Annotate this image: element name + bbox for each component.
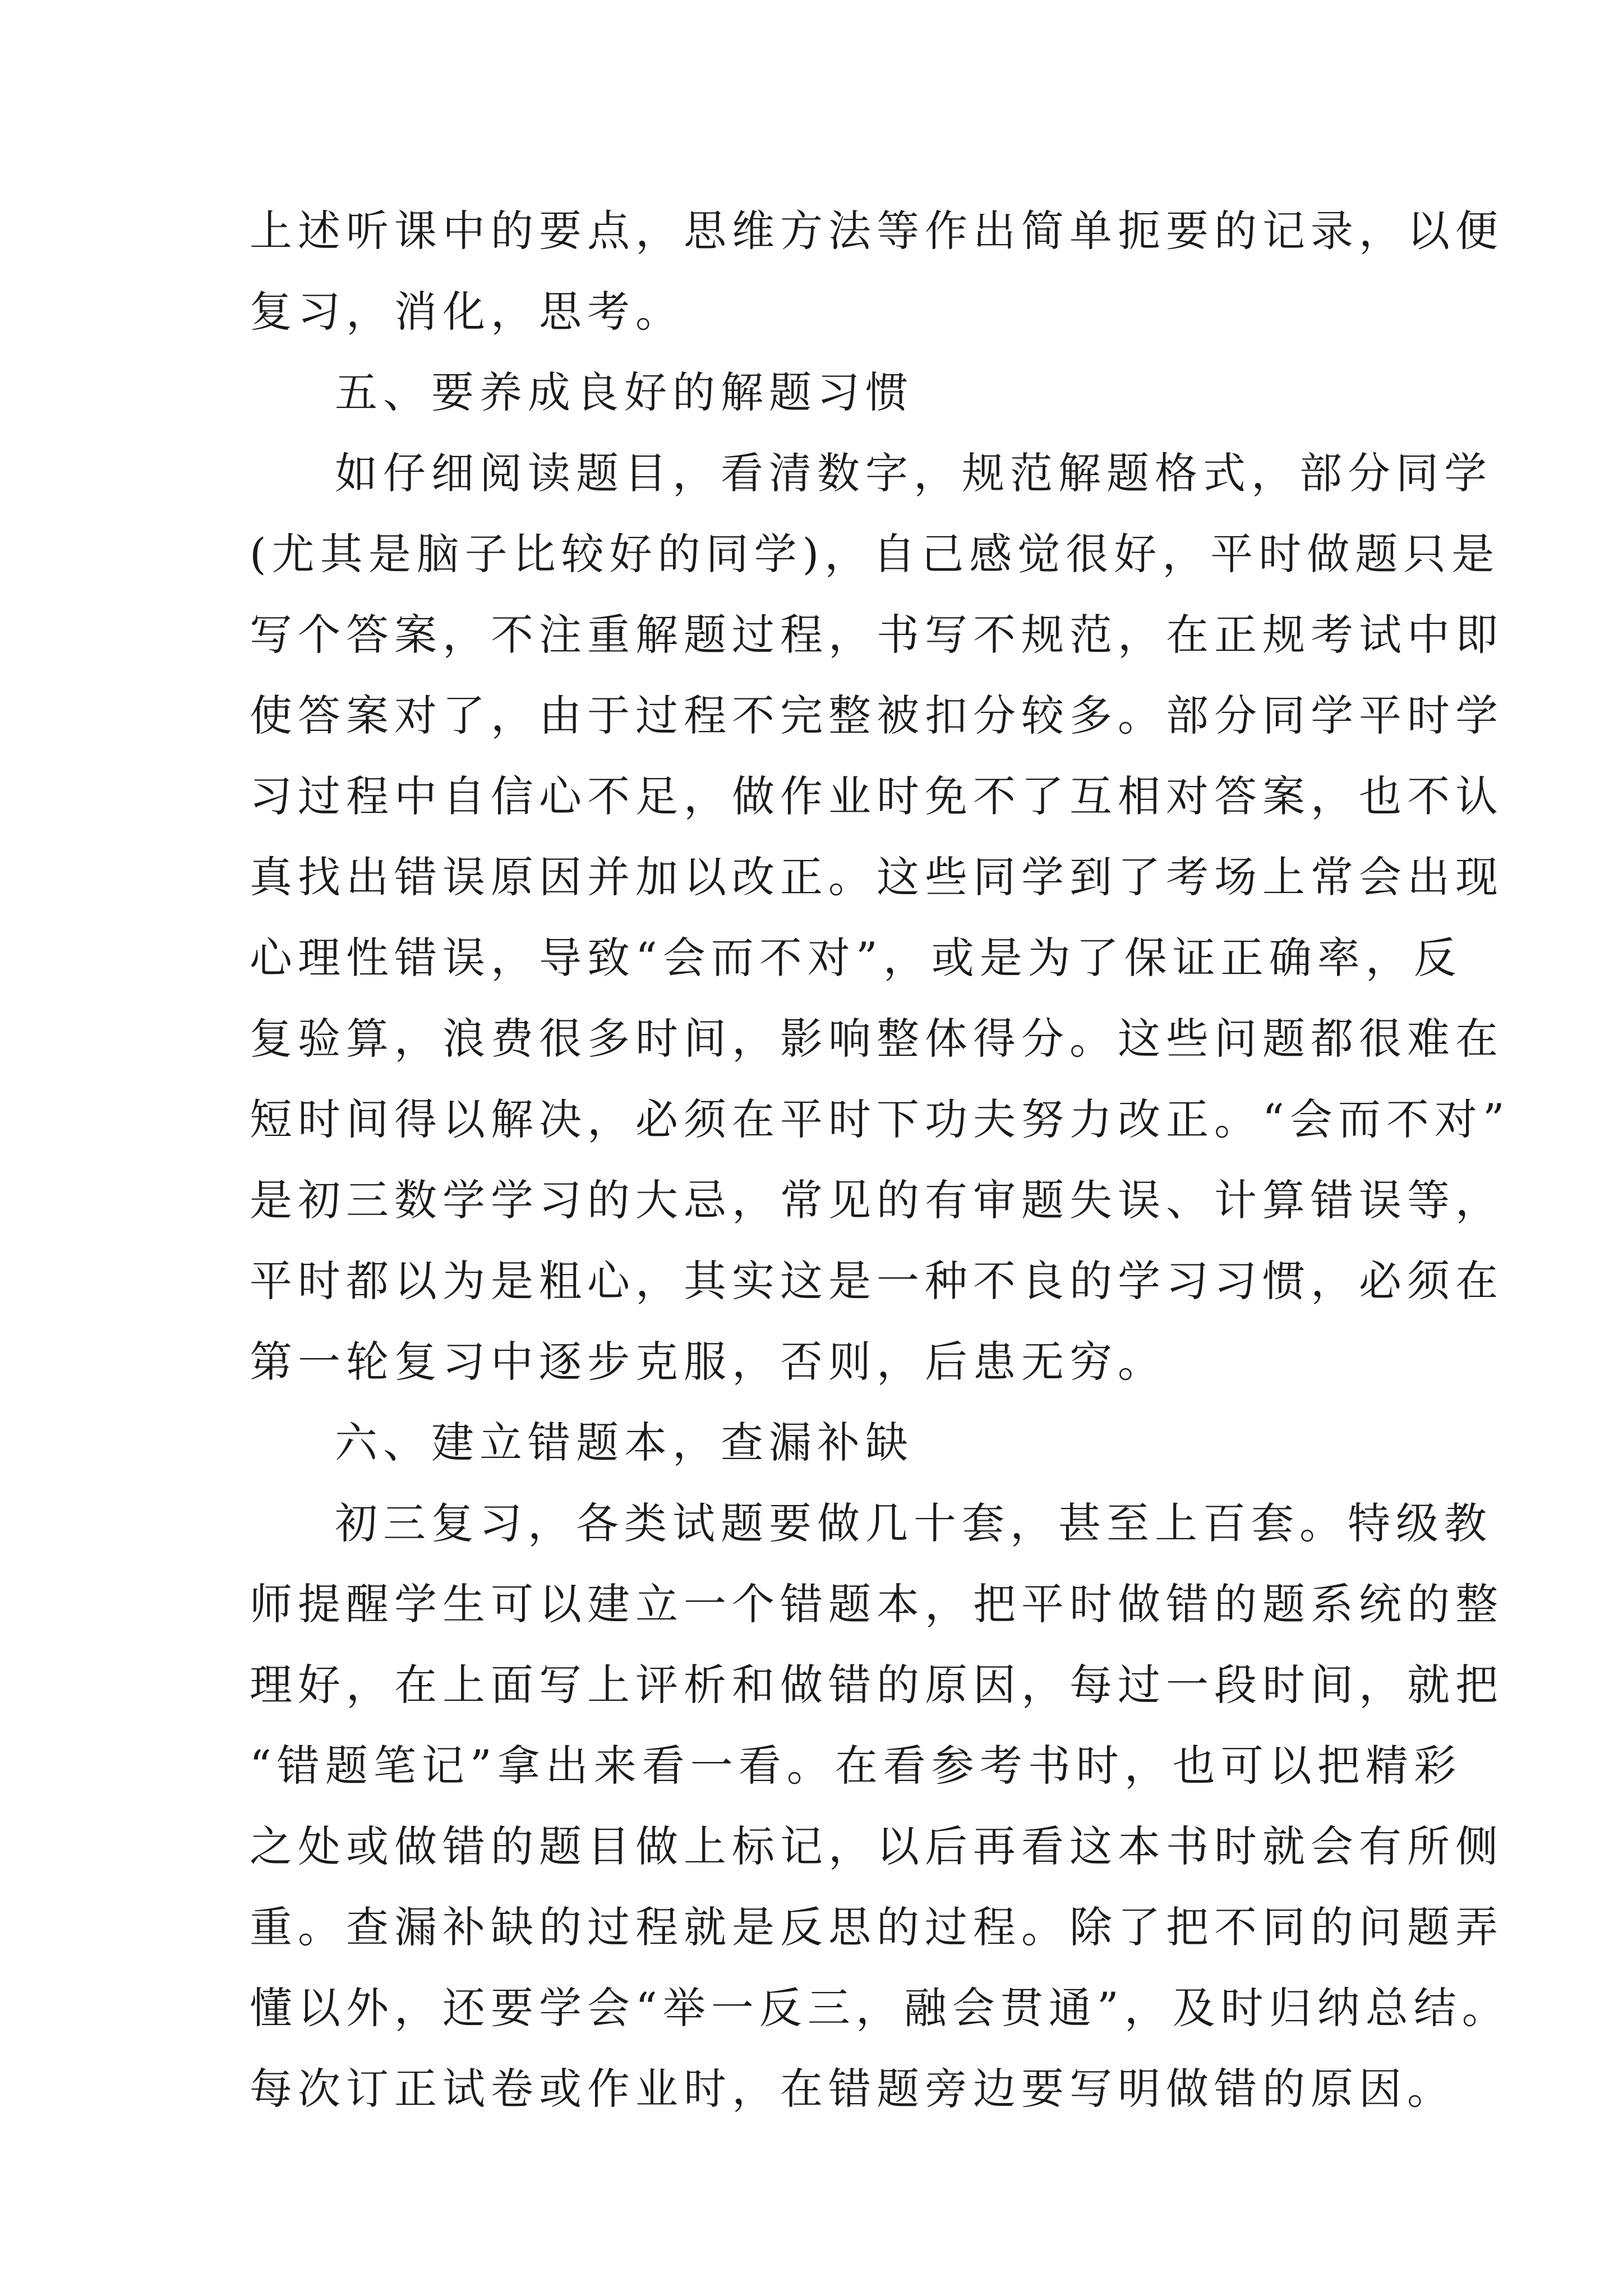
text-line: 写个答案，不注重解题过程，书写不规范，在正规考试中即 (250, 610, 1504, 660)
text-line: 懂以外，还要学会“举一反三，融会贯通”，及时归纳总结。 (250, 1983, 1510, 2033)
text-line: 真找出错误原因并加以改正。这些同学到了考场上常会出现 (250, 852, 1504, 902)
text-line: 是初三数学学习的大忌，常见的有审题失误、计算错误等， (250, 1175, 1504, 1225)
text-line: 之处或做错的题目做上标记，以后再看这本书时就会有所侧 (250, 1821, 1504, 1871)
text-line: (尤其是脑子比较好的同学)，自己感觉很好，平时做题只是 (250, 529, 1500, 579)
text-line: “错题笔记”拿出来看一看。在看参考书时，也可以把精彩 (250, 1741, 1462, 1791)
section-heading-5: 五、要养成良好的解题习惯 (335, 367, 914, 417)
text-line: 复习，消化，思考。 (250, 287, 684, 337)
text-line: 第一轮复习中逐步克服，否则，后患无穷。 (250, 1337, 1166, 1387)
text-line: 上述听课中的要点，思维方法等作出简单扼要的记录，以便 (250, 206, 1504, 256)
text-line: 短时间得以解决，必须在平时下功夫努力改正。“会而不对” (250, 1094, 1510, 1144)
text-line: 初三复习，各类试题要做几十套，甚至上百套。特级教 (335, 1498, 1492, 1548)
text-line: 习过程中自信心不足，做作业时免不了互相对答案，也不认 (250, 771, 1504, 821)
text-line: 理好，在上面写上评析和做错的原因，每过一段时间，就把 (250, 1660, 1504, 1710)
text-line: 使答案对了，由于过程不完整被扣分较多。部分同学平时学 (250, 691, 1504, 740)
text-line: 平时都以为是粗心，其实这是一种不良的学习习惯，必须在 (250, 1256, 1504, 1306)
text-line: 每次订正试卷或作业时，在错题旁边要写明做错的原因。 (250, 2064, 1455, 2114)
text-line: 如仔细阅读题目，看清数字，规范解题格式，部分同学 (335, 448, 1492, 498)
text-line: 重。查漏补缺的过程就是反思的过程。除了把不同的问题弄 (250, 1902, 1504, 1952)
section-heading-6: 六、建立错题本，查漏补缺 (335, 1418, 914, 1467)
text-line: 心理性错误，导致“会而不对”，或是为了保证正确率，反 (250, 933, 1462, 983)
document-body (250, 191, 1510, 2129)
text-line: 师提醒学生可以建立一个错题本，把平时做错的题系统的整 (250, 1579, 1504, 1629)
text-line: 复验算，浪费很多时间，影响整体得分。这些问题都很难在 (250, 1014, 1504, 1064)
